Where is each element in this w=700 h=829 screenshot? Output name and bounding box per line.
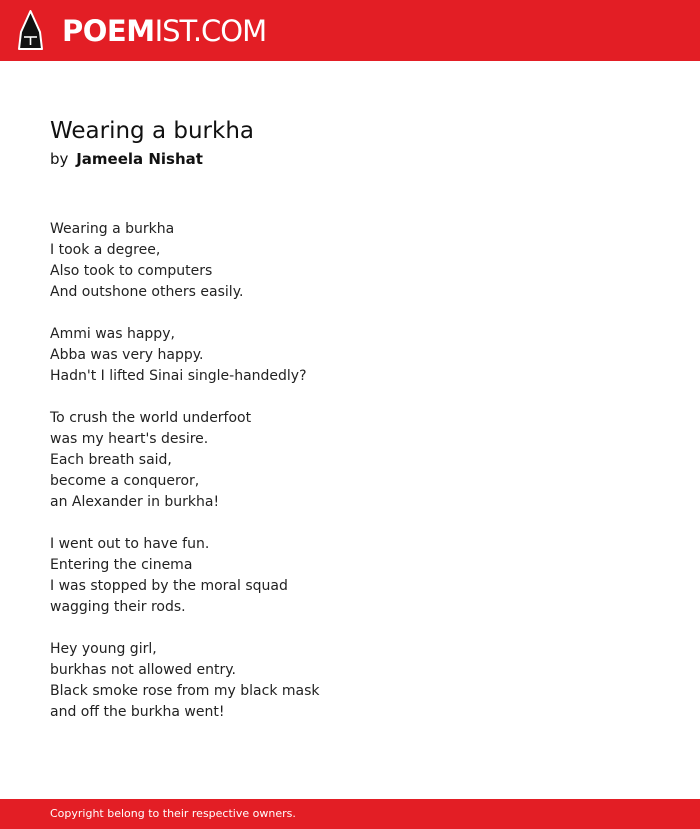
poem-line: Black smoke rose from my black mask — [50, 683, 320, 699]
poem-stanza — [50, 639, 650, 723]
poem-line: I was stopped by the moral squad — [50, 578, 288, 594]
poem-line: I went out to have fun. — [50, 536, 210, 552]
site-logo[interactable] — [62, 13, 266, 49]
logo-text-light: IST.COM — [154, 14, 267, 48]
poem-line: become a conqueror, — [50, 473, 200, 489]
poem-line: burkhas not allowed entry. — [50, 662, 236, 678]
logo-text-bold: POEM — [62, 14, 155, 48]
poem-body — [50, 219, 650, 744]
site-footer — [0, 799, 700, 829]
poem-line: Wearing a burkha — [50, 221, 175, 237]
poem-line: wagging their rods. — [50, 599, 186, 615]
poem-line: was my heart's desire. — [50, 431, 209, 447]
poem-stanza — [50, 534, 650, 618]
poem-stanza — [50, 219, 650, 303]
poem-line: Abba was very happy. — [50, 347, 204, 363]
poem-line: an Alexander in burkha! — [50, 494, 220, 510]
poem-title: Wearing a burkha — [50, 118, 255, 144]
poem-line: I took a degree, — [50, 242, 161, 258]
pen-nib-icon[interactable] — [17, 10, 44, 51]
poem-byline — [50, 148, 203, 170]
by-label: by — [50, 150, 69, 168]
poem-stanza — [50, 324, 650, 387]
poem-author: Jameela Nishat — [76, 150, 203, 168]
poem-line: Hadn't I lifted Sinai single-handedly? — [50, 368, 307, 384]
poem-line: And outshone others easily. — [50, 284, 244, 300]
poem-line: Each breath said, — [50, 452, 172, 468]
site-header — [0, 0, 700, 61]
poem-line: Also took to computers — [50, 263, 213, 279]
poem-stanza — [50, 408, 650, 513]
poem-line: Entering the cinema — [50, 557, 193, 573]
poem-line: Hey young girl, — [50, 641, 157, 657]
poem-line: and off the burkha went! — [50, 704, 225, 720]
poem-line: To crush the world underfoot — [50, 410, 252, 426]
poem-line: Ammi was happy, — [50, 326, 175, 342]
copyright-text: Copyright belong to their respective owners. — [50, 807, 296, 820]
